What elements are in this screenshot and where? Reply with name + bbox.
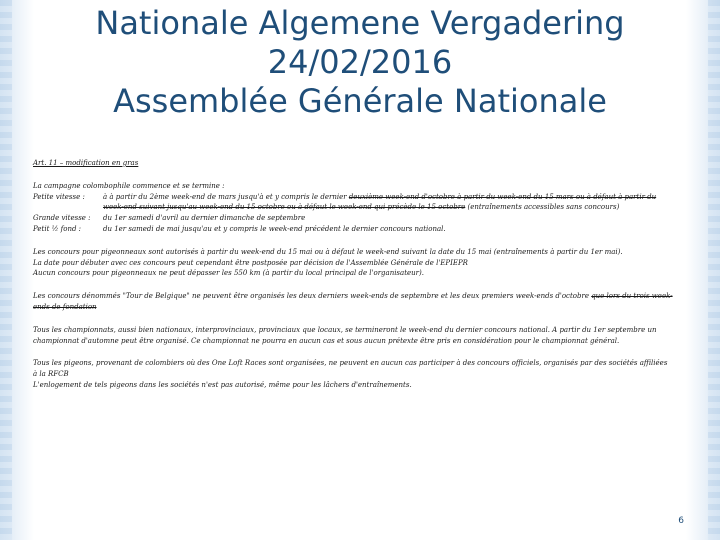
- section-label: Art. 11 – modification en gras: [33, 159, 139, 167]
- one-loft-block: [33, 358, 673, 390]
- title-line-3: Assemblée Générale Nationale: [113, 82, 607, 120]
- petit-demi-fond-row: [33, 224, 673, 235]
- one-loft-line-1: Tous les pigeons, provenant de colombiers où des One Loft Races sont organisées, ne peuvent en aucun cas participer à des concours officiels, organisés par des sociétés affiliées à la RFCB: [33, 359, 668, 379]
- title-line-2: 24/02/2016: [267, 43, 453, 81]
- slide-body: [33, 158, 673, 391]
- title-line-1: Nationale Algemene Vergadering: [95, 4, 625, 42]
- pigeonneaux-line-2: La date pour débuter avec ces concours peut cependant être postposée par décision de l'Assemblée Générale de l'EPIEPR: [33, 258, 468, 267]
- petite-vitesse-struck-text: deuxième week-end d'octobre à partir du week-end du 15 mars ou à défaut à partir du week-end suivant jusqu'au week-end du 15 octobre ou à défaut le week-end qui précède le 15 octobre: [103, 192, 657, 212]
- tour-de-belgique-paragraph: [33, 291, 673, 313]
- grande-vitesse-label: Grande vitesse :: [33, 214, 91, 223]
- page-number: 6: [678, 516, 684, 526]
- petite-vitesse-text: [103, 192, 673, 214]
- grande-vitesse-text: du 1er samedi d'avril au dernier dimanche de septembre: [103, 214, 306, 223]
- slide-title: [60, 4, 660, 121]
- pigeonneaux-line-3: Aucun concours pour pigeonneaux ne peut dépasser les 550 km (à partir du local principal de l'organisateur).: [33, 269, 424, 278]
- pigeonneaux-line-1: Les concours pour pigeonneaux sont autorisés à partir du week-end du 15 mai ou à défaut le week-end suivant la date du 15 mai (entraînements à partir du 1er mai).: [33, 247, 623, 256]
- grande-vitesse-row: [33, 213, 673, 224]
- petite-vitesse-row: [33, 192, 673, 214]
- campaign-block: [33, 181, 673, 235]
- one-loft-line-2: L'enlogement de tels pigeons dans les sociétés n'est pas autorisé, même pour les lâchers d'entraînements.: [33, 380, 412, 389]
- petite-vitesse-label: Petite vitesse :: [33, 192, 85, 201]
- tour-de-belgique-text: Les concours dénommés "Tour de Belgique" ne peuvent être organisés les deux derniers week-ends de septembre et les deux premiers week-ends d'octobre: [33, 292, 592, 301]
- championnats-paragraph: Tous les championnats, aussi bien nationaux, interprovinciaux, provinciaux que locaux, se termineront le week-end du dernier concours national. A partir du 1er septembre un championnat d'automne peut être organisé. Ce championnat ne pourra en aucun cas et sous aucun prétexte être pris en considération pour le championnat général.: [33, 325, 657, 345]
- left-border-decoration: [0, 0, 12, 540]
- pigeonneaux-block: [33, 247, 673, 279]
- tour-de-belgique-struck-text: que lors du trois week-ends de fondation: [33, 292, 673, 311]
- petite-vitesse-text-a: à à partir du 2ème week-end de mars jusqu'à et y compris le dernier: [103, 192, 349, 201]
- petit-demi-fond-text: du 1er samedi de mai jusqu'au et y compris le week-end précédent le dernier concours national.: [103, 224, 446, 233]
- right-border-decoration: [708, 0, 720, 540]
- campaign-intro: La campagne colombophile commence et se termine :: [33, 181, 225, 190]
- petite-vitesse-text-b: (entraînements accessibles sans concours): [465, 203, 620, 212]
- petit-demi-fond-label: Petit ½ fond :: [33, 224, 82, 233]
